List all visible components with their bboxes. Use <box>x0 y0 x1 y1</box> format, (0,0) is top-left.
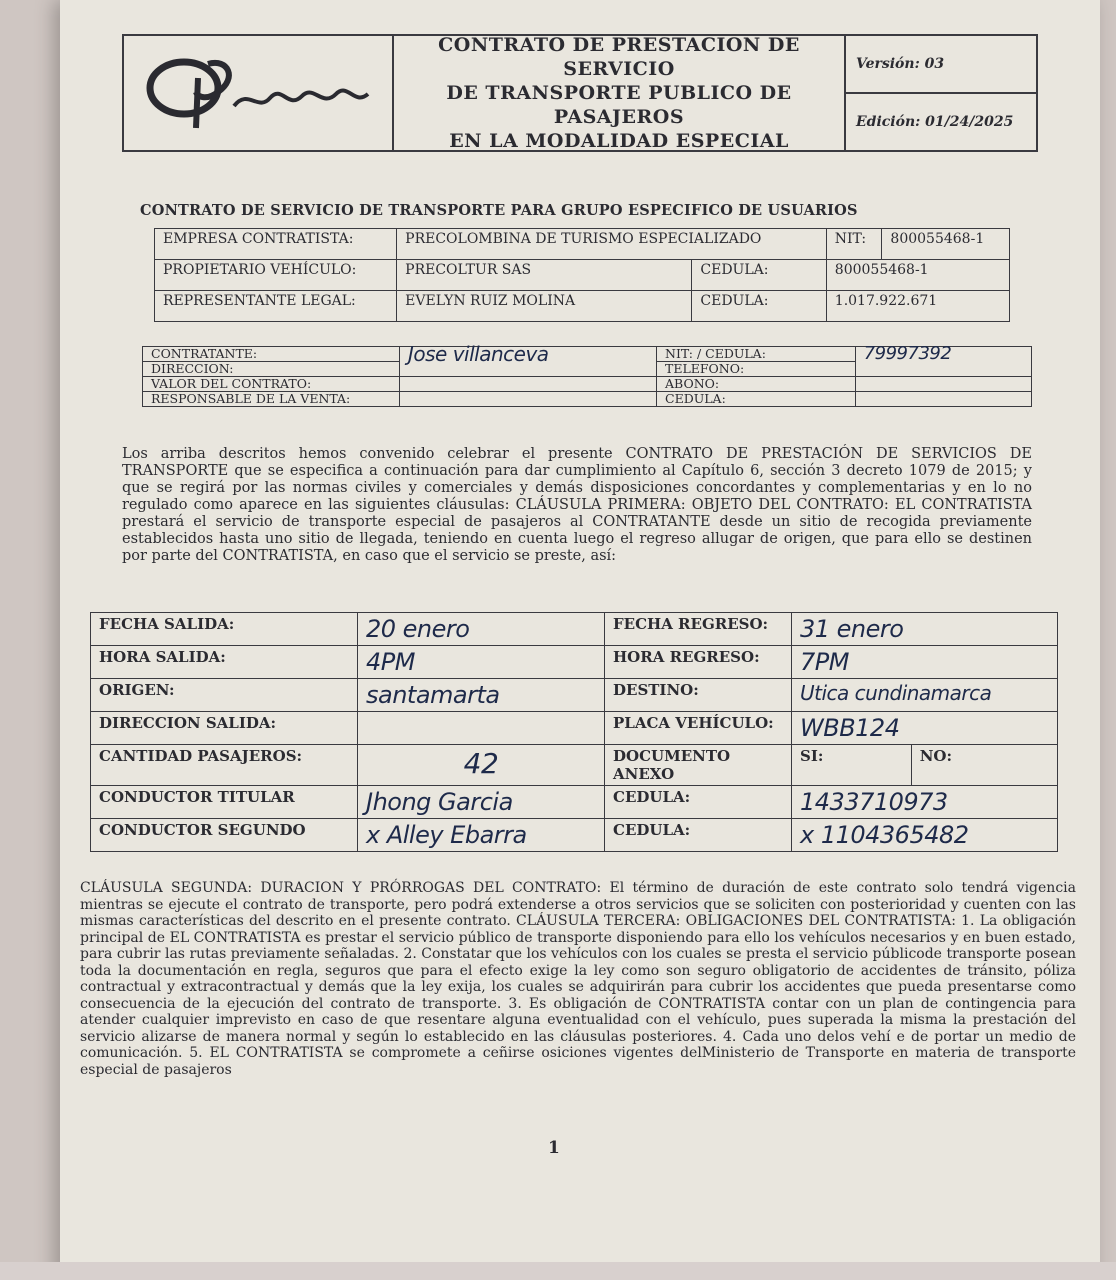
placa-label: PLACA VEHÍCULO: <box>605 712 792 745</box>
logo-mark <box>138 48 378 138</box>
hora-regreso-label: HORA REGRESO: <box>605 646 792 679</box>
destino-value <box>792 679 1058 712</box>
contratante-value <box>400 342 657 377</box>
document-meta <box>844 36 1036 150</box>
cantidad-handwriting: 42 <box>463 747 499 780</box>
company-table <box>154 228 1010 322</box>
propietario-label: PROPIETARIO VEHÍCULO: <box>155 260 397 291</box>
fecha-salida-value <box>358 613 605 646</box>
origen-value <box>358 679 605 712</box>
origen-handwriting: santamarta <box>366 681 500 709</box>
contratante-table <box>142 342 1032 407</box>
conductor-segundo-label: CONDUCTOR SEGUNDO <box>91 819 358 852</box>
conductor-segundo-handwriting: x Alley Ebarra <box>366 821 527 849</box>
clause-paragraph: CLÁUSULA SEGUNDA: DURACION Y PRÓRROGAS DEL CONTRATO: El término de duración de este contrato solo tendrá vigencia mientras se ejecute el contrato de transporte, pero podrá extenderse a otros servicios que se soliciten con posterioridad y cuenten con las mismas características del descrito en el presente contrato. CLÁUSULA TERCERA: OBLIGACIONES DEL CONTRATISTA: 1. La obligación principal de EL CONTRATISTA es prestar el servicio público de transporte disponiendo para ello los vehículos necesarios y en buen estado, para cubrir las rutas previamente señaladas. 2. Constatar que los vehículos con los cuales se presta el servicio públicode transporte posean toda la documentación en regla, seguros que para el efecto exige la ley como son seguro obligatorio de accidentes de tránsito, póliza contractual y extracontractual y demás que la ley exija, los cuales se adquirirán para cubrir los accidentes que pueda presentarse como consecuencia de la ejecución del contrato de transporte. 3. Es obligación de CONTRATISTA contar con un plan de contingencia para atender cualquier imprevisto en caso de que resentare alguna eventualidad con el vehículo, pues superada la misma la prestación del servicio alizarse de manera normal y según lo establecido en las cláusulas posteriores. 4. Cada uno delos vehí e de portar un medio de comunicación. 5. EL CONTRATISTA se compromete a ceñirse osiciones vigentes delMinisterio de Transporte en materia de transporte especial de pasajeros <box>80 880 1076 1078</box>
hora-salida-value <box>358 646 605 679</box>
cedula-segundo-handwriting: x 1104365482 <box>800 821 969 849</box>
intro-paragraph: Los arriba descritos hemos convenido celebrar el presente CONTRATO DE PRESTACIÓN DE SERVICIOS DE TRANSPORTE que se especifica a continuación para dar cumplimiento al Capítulo 6, sección 3 decreto 1079 de 2015; y que se regirá por las normas civiles y comerciales y demás disposiciones concordantes y complementarias y en lo no regulado como aparece en las siguientes cláusulas: CLÁUSULA PRIMERA: OBJETO DEL CONTRATO: EL CONTRATISTA prestará el servicio de transporte especial de pasajeros al CONTRATANTE desde un sitio de recogida previamente establecidos hasta uno sitio de llegada, teniendo en cuenta luego el regreso allugar de origen, que para ello se destinen por parte del CONTRATISTA, en caso que el servicio se preste, así: <box>122 446 1032 564</box>
cedula-segundo-value <box>792 819 1058 852</box>
cedula2-value: 1.017.922.671 <box>826 291 1009 322</box>
placa-handwriting: WBB124 <box>800 714 900 742</box>
direccion-salida-value <box>358 712 605 745</box>
documento-label: DOCUMENTO ANEXO <box>605 745 792 786</box>
origen-label: ORIGEN: <box>91 679 358 712</box>
valor-value <box>400 377 657 392</box>
nit-cedula-label: NIT: / CEDULA: <box>657 347 856 362</box>
conductor-segundo-value <box>358 819 605 852</box>
cedula-label: CEDULA: <box>657 392 856 407</box>
fecha-regreso-label: FECHA REGRESO: <box>605 613 792 646</box>
conductor-titular-label: CONDUCTOR TITULAR <box>91 786 358 819</box>
cedula2-label: CEDULA: <box>692 291 826 322</box>
cedula-value <box>855 392 1031 407</box>
contract-subtitle: CONTRATO DE SERVICIO DE TRANSPORTE PARA GRUPO ESPECIFICO DE USUARIOS <box>140 202 858 219</box>
title-line-1: CONTRATO DE PRESTACION DE SERVICIO <box>438 34 800 80</box>
representante-value: EVELYN RUIZ MOLINA <box>397 291 692 322</box>
abono-label: ABONO: <box>657 377 856 392</box>
nit-handwriting: 79997392 <box>863 343 952 364</box>
empresa-value: PRECOLOMBINA DE TURISMO ESPECIALIZADO <box>397 229 827 260</box>
fecha-regreso-handwriting: 31 enero <box>800 615 904 643</box>
fecha-salida-handwriting: 20 enero <box>366 615 470 643</box>
nit-value: 800055468-1 <box>882 229 1010 260</box>
empresa-label: EMPRESA CONTRATISTA: <box>155 229 397 260</box>
hora-regreso-value <box>792 646 1058 679</box>
fecha-salida-label: FECHA SALIDA: <box>91 613 358 646</box>
cedula-value: 800055468-1 <box>826 260 1009 291</box>
cedula-segundo-label: CEDULA: <box>605 819 792 852</box>
responsable-label: RESPONSABLE DE LA VENTA: <box>143 392 400 407</box>
hora-salida-handwriting: 4PM <box>366 648 415 676</box>
cedula-titular-value <box>792 786 1058 819</box>
document-header <box>122 34 1038 152</box>
cedula-titular-label: CEDULA: <box>605 786 792 819</box>
cedula-label: CEDULA: <box>692 260 826 291</box>
representante-label: REPRESENTANTE LEGAL: <box>155 291 397 322</box>
propietario-value: PRECOLTUR SAS <box>397 260 692 291</box>
destino-handwriting: Utica cundinamarca <box>800 681 992 705</box>
telefono-label: TELEFONO: <box>657 362 856 377</box>
company-logo <box>124 36 394 150</box>
cantidad-label: CANTIDAD PASAJEROS: <box>91 745 358 786</box>
background-fabric <box>0 1262 1116 1280</box>
placa-value <box>792 712 1058 745</box>
trip-table <box>90 612 1058 852</box>
title-line-3: EN LA MODALIDAD ESPECIAL <box>449 130 789 152</box>
abono-value <box>855 377 1031 392</box>
hora-salida-label: HORA SALIDA: <box>91 646 358 679</box>
version-label: Versión: 03 <box>846 36 1036 94</box>
cantidad-value <box>358 745 605 786</box>
cedula-titular-handwriting: 1433710973 <box>800 788 948 816</box>
nit-label: NIT: <box>826 229 882 260</box>
direccion-salida-label: DIRECCION SALIDA: <box>91 712 358 745</box>
nit-cedula-value <box>855 343 1031 377</box>
title-line-2: DE TRANSPORTE PUBLICO DE PASAJEROS <box>446 82 792 128</box>
conductor-titular-value <box>358 786 605 819</box>
page-number: 1 <box>548 1138 560 1158</box>
hora-regreso-handwriting: 7PM <box>800 648 849 676</box>
si-label: SI: <box>792 745 912 786</box>
no-label: NO: <box>911 745 1057 786</box>
document-title <box>394 36 844 150</box>
destino-label: DESTINO: <box>605 679 792 712</box>
edition-label: Edición: 01/24/2025 <box>856 114 1014 130</box>
contratante-label: CONTRATANTE: <box>143 347 400 362</box>
conductor-titular-handwriting: Jhong Garcia <box>366 788 513 816</box>
fecha-regreso-value <box>792 613 1058 646</box>
direccion-label: DIRECCION: <box>143 362 400 377</box>
valor-label: VALOR DEL CONTRATO: <box>143 377 400 392</box>
responsable-value <box>400 392 657 407</box>
contratante-handwriting: Jose villanceva <box>408 342 549 366</box>
